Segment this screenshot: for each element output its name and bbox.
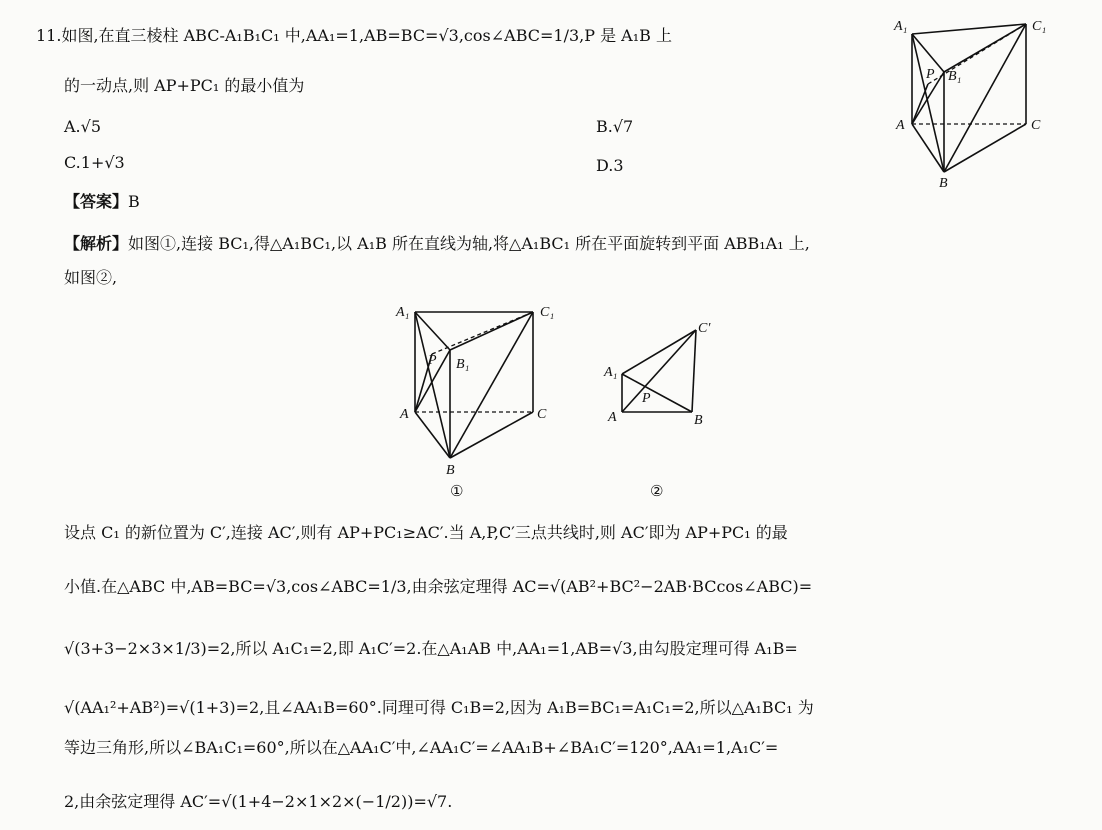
option-c: C.1+√3 bbox=[64, 153, 125, 172]
fig1-label-B: B bbox=[446, 463, 455, 478]
analysis-line-5: √(3+3−2×3×1/3)=2,所以 A₁C₁=2,即 A₁C′=2.在△A₁AB 中,AA₁=1,AB=√3,由勾股定理可得 A₁B= bbox=[64, 639, 798, 658]
label-A1: A₁ bbox=[894, 19, 908, 34]
label-C: C bbox=[1031, 118, 1041, 133]
fig1-label-C1: C₁ bbox=[540, 305, 555, 320]
analysis-line-8: 2,由余弦定理得 AC′=√(1+4−2×1×2×(−1/2))=√7. bbox=[64, 792, 453, 811]
analysis-line-4: 小值.在△ABC 中,AB=BC=√3,cos∠ABC=1/3,由余弦定理得 AC=√(AB²+BC²−2AB·BCcos∠ABC)= bbox=[64, 577, 813, 596]
option-b: B.√7 bbox=[596, 117, 634, 136]
label-B: B bbox=[939, 176, 948, 190]
analysis-line-2: 如图②, bbox=[64, 268, 118, 287]
prism-figure-top bbox=[888, 10, 1058, 190]
fig1-label-B1: B₁ bbox=[456, 357, 470, 372]
fig2-label-A: A bbox=[608, 410, 617, 425]
answer-label: 【答案】 bbox=[64, 192, 129, 211]
question-line-2: 的一动点,则 AP+PC₁ 的最小值为 bbox=[64, 76, 305, 95]
analysis-line-7: 等边三角形,所以∠BA₁C₁=60°,所以在△AA₁C′中,∠AA₁C′=∠AA₁B+∠BA₁C′=120°,AA₁=1,A₁C′= bbox=[64, 738, 779, 757]
fig1-caption: ① bbox=[450, 482, 464, 500]
answer-row bbox=[64, 192, 140, 212]
fig2-label-B: B bbox=[694, 413, 703, 428]
label-C1: C₁ bbox=[1032, 19, 1047, 34]
label-B1: B₁ bbox=[948, 69, 962, 84]
figure-1 bbox=[392, 298, 567, 504]
analysis-line-1 bbox=[64, 234, 810, 254]
fig2-label-P: P bbox=[642, 391, 651, 406]
analysis-text-1: 如图①,连接 BC₁,得△A₁BC₁,以 A₁B 所在直线为轴,将△A₁BC₁ 所在平面旋转到平面 ABB₁A₁ 上, bbox=[128, 234, 810, 253]
option-d: D.3 bbox=[596, 156, 624, 175]
fig1-label-A1: A₁ bbox=[396, 305, 410, 320]
fig2-label-A1: A₁ bbox=[604, 365, 618, 380]
fig1-label-C: C bbox=[537, 407, 547, 422]
question-line-1: 11.如图,在直三棱柱 ABC-A₁B₁C₁ 中,AA₁=1,AB=BC=√3,cos∠ABC=1/3,P 是 A₁B 上 bbox=[36, 26, 672, 45]
analysis-line-3: 设点 C₁ 的新位置为 C′,连接 AC′,则有 AP+PC₁≥AC′.当 A,P,C′三点共线时,则 AC′即为 AP+PC₁ 的最 bbox=[64, 523, 788, 542]
label-P: P bbox=[926, 67, 935, 82]
analysis-line-6: √(AA₁²+AB²)=√(1+3)=2,且∠AA₁B=60°.同理可得 C₁B=2,因为 A₁B=BC₁=A₁C₁=2,所以△A₁BC₁ 为 bbox=[64, 698, 814, 717]
analysis-label: 【解析】 bbox=[64, 234, 129, 253]
fig1-label-P: P bbox=[428, 353, 437, 368]
option-a: A.√5 bbox=[64, 117, 102, 136]
answer-value: B bbox=[128, 192, 140, 211]
figure-2 bbox=[600, 318, 720, 504]
label-A: A bbox=[896, 118, 905, 133]
fig1-label-A: A bbox=[400, 407, 409, 422]
fig2-label-Cprime: C′ bbox=[698, 321, 711, 336]
fig2-caption: ② bbox=[650, 482, 664, 500]
